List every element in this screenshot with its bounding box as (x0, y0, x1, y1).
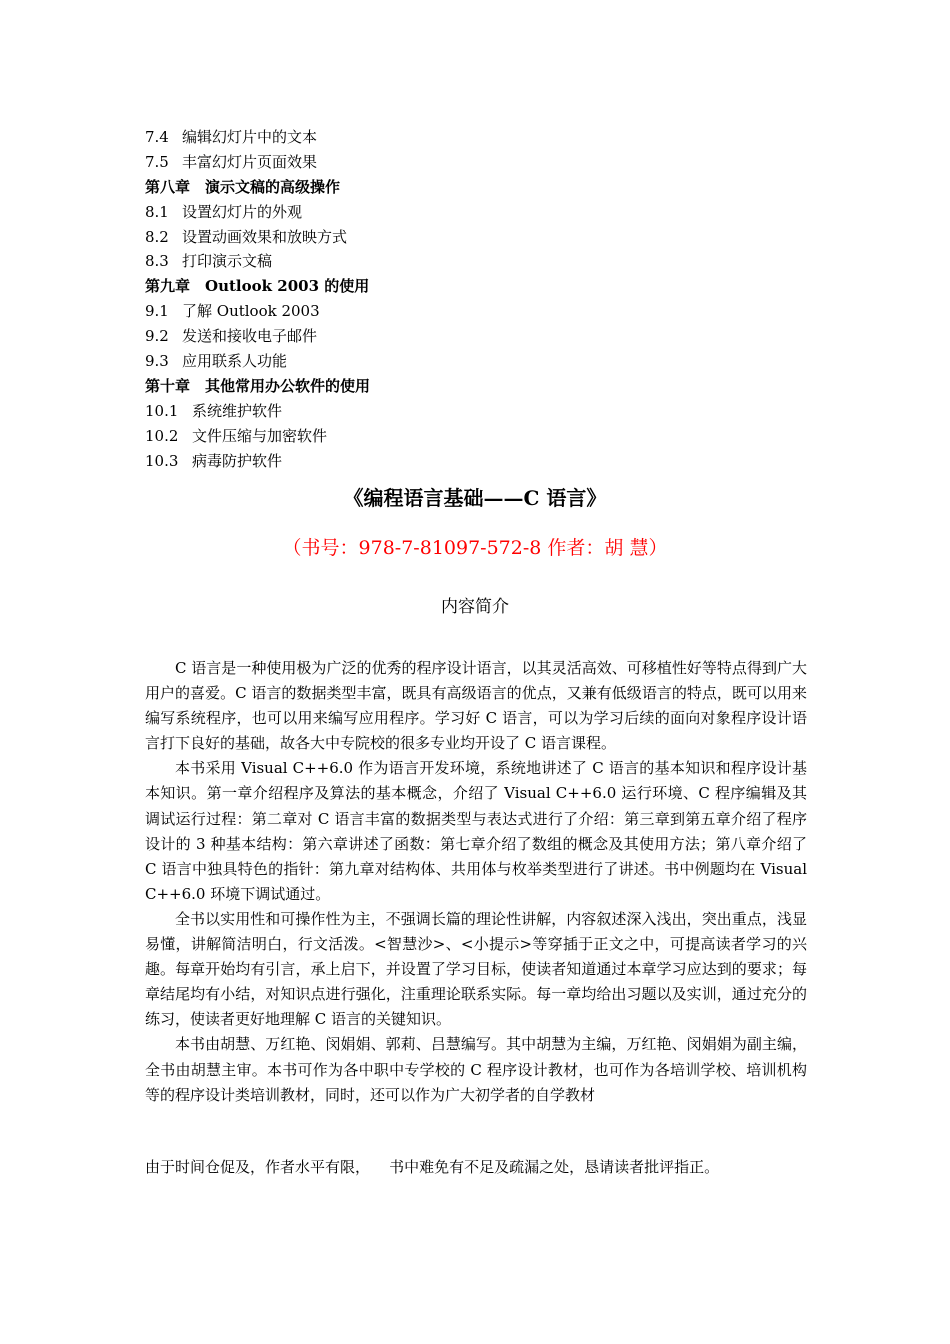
toc-section-item (145, 225, 805, 250)
toc-number: 第九章 (145, 277, 191, 296)
toc-chapter-heading (145, 175, 805, 200)
toc-number: 7.5 (145, 152, 169, 171)
intro-paragraph: 全书以实用性和可操作性为主，不强调长篇的理论性讲解，内容叙述深入浅出，突出重点，浅显易懂，讲解简洁明白，行文活泼。<智慧沙>、<小提示>等穿插于正文之中，可提高读者学习的兴趣。每章开始均有引言，承上启下，并设置了学习目标，使读者知道通过本章学习应达到的要求；每章结尾均有小结，对知识点进行强化，注重理论联系实际。每一章均给出习题以及实训，通过充分的练习，使读者更好地理解 C 语言的关键知识。 (145, 909, 807, 1029)
toc-section-item (145, 324, 805, 349)
toc-chapter-heading (145, 374, 805, 399)
toc-title: 设置幻灯片的外观 (182, 202, 303, 221)
intro-paragraph: 本书采用 Visual C++6.0 作为语言开发环境，系统地讲述了 C 语言的基本知识和程序设计基本知识。第一章介绍程序及算法的基本概念，介绍了 Visual C++6.0 运行环境、C 程序编辑及其调试运行过程：第二章对 C 语言丰富的数据类型与表达式进行了介绍：第三章到第五章介绍了程序设计的 3 种基本结构：第六章讲述了函数：第七章介绍了数组的概念及其使用方法；第八章介绍了 C 语言中独具特色的指针：第九章对结构体、共用体与枚举类型进行了讲述。书中例题均在 Visual C++6.0 环境下调试通过。 (145, 759, 807, 903)
intro-paragraph: C 语言是一种使用极为广泛的优秀的程序设计语言，以其灵活高效、可移植性好等特点得到广大用户的喜爱。C 语言的数据类型丰富，既具有高级语言的优点，又兼有低级语言的特点，既可以用来编写系统程序，也可以用来编写应用程序。学习好 C 语言，可以为学习后续的面向对象程序设计语言打下良好的基础，故各大中专院校的很多专业均开设了 C 语言课程。 (145, 659, 807, 753)
toc-number: 第八章 (145, 177, 191, 196)
toc-number: 10.2 (145, 426, 179, 445)
toc-number: 10.1 (145, 401, 179, 420)
toc-section-item (145, 125, 805, 150)
toc-number: 第十章 (145, 376, 191, 395)
toc-chapter-heading (145, 274, 805, 299)
toc-number: 10.3 (145, 451, 179, 470)
toc-number: 7.4 (145, 128, 169, 146)
toc-number: 9.3 (145, 352, 169, 371)
toc-section-item (145, 299, 805, 324)
toc-title: 文件压缩与加密软件 (192, 426, 328, 445)
book-title: 《编程语言基础——C 语言》 (343, 486, 607, 510)
toc-title: 其他常用办公软件的使用 (205, 376, 371, 395)
toc-title: 发送和接收电子邮件 (182, 327, 318, 346)
toc-section-item (145, 249, 805, 274)
toc-title: 打印演示文稿 (182, 252, 273, 271)
toc-title: 丰富幻灯片页面效果 (182, 152, 318, 171)
toc-title: 演示文稿的高级操作 (205, 177, 341, 196)
toc-title: 设置动画效果和放映方式 (182, 227, 348, 246)
intro-heading: 内容简介 (441, 597, 509, 617)
toc-section-item (145, 449, 805, 474)
toc-section-item (145, 150, 805, 175)
toc-number: 9.2 (145, 327, 169, 346)
toc-section-item (145, 399, 805, 424)
toc-section-item (145, 424, 805, 449)
toc-title: 编辑幻灯片中的文本 (182, 128, 318, 146)
toc-title: 病毒防护软件 (192, 451, 283, 470)
toc-number: 9.1 (145, 302, 169, 321)
toc-title: 了解 Outlook 2003 (182, 302, 320, 321)
toc-title: 系统维护软件 (192, 401, 283, 420)
closing-note: 由于时间仓促及，作者水平有限， 书中难免有不足及疏漏之处，恳请读者批评指正。 (145, 1158, 720, 1176)
toc-number: 8.2 (145, 227, 169, 246)
intro-body (145, 656, 807, 1108)
toc-title: Outlook 2003 的使用 (205, 277, 370, 296)
toc-number: 8.1 (145, 202, 169, 221)
book-isbn-author: （书号：978-7-81097-572-8 作者：胡 慧） (282, 537, 668, 559)
intro-paragraph: 本书由胡慧、万红艳、闵娟娟、郭莉、吕慧编写。其中胡慧为主编，万红艳、闵娟娟为副主编，全书由胡慧主审。本书可作为各中职中专学校的 C 程序设计教材，也可作为各培训学校、培训机构等的程序设计类培训教材，同时，还可以作为广大初学者的自学教材 (145, 1035, 807, 1104)
toc-section-item (145, 349, 805, 374)
table-of-contents (145, 125, 805, 473)
toc-title: 应用联系人功能 (182, 352, 288, 371)
toc-section-item (145, 200, 805, 225)
toc-number: 8.3 (145, 252, 169, 271)
